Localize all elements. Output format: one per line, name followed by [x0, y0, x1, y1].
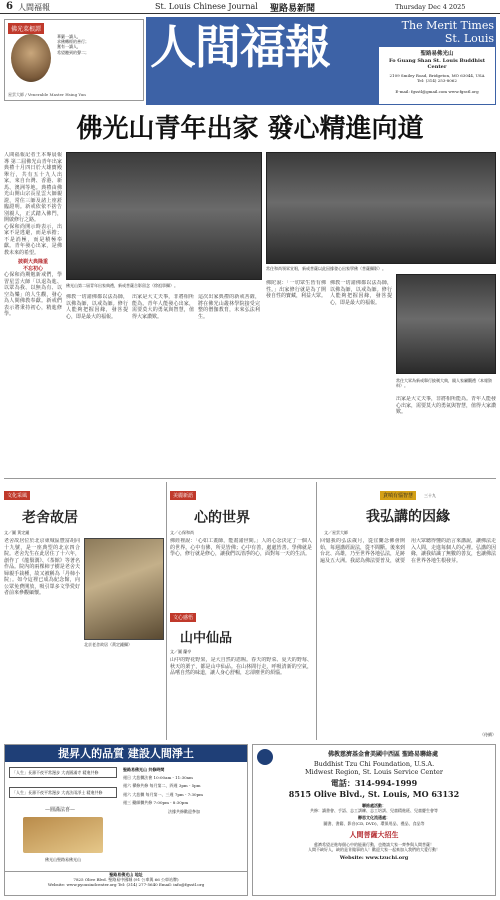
en-title [378, 19, 494, 45]
mountain-section [170, 604, 312, 740]
column-box [4, 19, 144, 101]
lecture-sub: 三十九 [424, 493, 437, 498]
mid-article-col1: 佛教一切諸佛都以法為師，以佛為師，以戒為師。修行人能夠把握因緣，發菩提心，即是最大的福報。 [66, 294, 128, 320]
mid-article-col6: 出家是大丈夫事，非將相所能為。青年人能發心出家，需要莫大的勇氣與智慧，值得大家讚歎。 [396, 396, 496, 415]
tzuchi-contact-title: 聯絡處活動： [362, 803, 386, 808]
column-line: 奮有一讀人， [57, 44, 81, 50]
mountain-title: 山中仙品 [180, 631, 233, 646]
column-divider [316, 482, 317, 740]
paper-en-name: St. Louis Chinese Journal [155, 2, 258, 11]
ad-web: Website: www.pyousindcenter.org Tel: (314) 277-5640 Email: info@fgsstl.org [47, 882, 205, 888]
tzuchi-ad [252, 744, 496, 896]
heart-section [170, 482, 312, 602]
tzuchi-website: Website: www.tzuchi.org [339, 855, 409, 862]
culture-section [4, 482, 164, 740]
section-divider [4, 478, 496, 479]
paper-cn-name: 聖路易新聞 [270, 4, 316, 14]
schedule-item: 週六 禪修共修 每月第二、四週 3pm - 5pm [123, 783, 201, 789]
mid-article-col4: 佛陀說：「一切眾生皆有佛性。」出家修行就是為了開發自性的寶藏，利益大眾。 [266, 280, 326, 299]
section-name: 人間福報 [18, 3, 50, 12]
lecture-title: 我弘講的因緣 [366, 509, 450, 525]
mountain-body: 山中的野花野果，是大自然的恩賜。春天的野菜、夏天的野莓、秋天的栗子，都是山中仙品。在山林間行走，呼吸清新的空氣，品嚐自然的味道，讓人身心舒暢，忘卻塵世的煩惱。 [170, 657, 312, 677]
ad-box-2: 「人生」長壽不夜平常漫步 大表法雨淨土 精進共修 [9, 787, 117, 798]
schedule-title: 聖路易佛光山 共修時間 [123, 767, 165, 772]
heart-label: 美麗新語 [170, 491, 196, 500]
tzuchi-books-title: 靜思文化流通處： [358, 815, 390, 821]
tzuchi-logo-icon [257, 749, 273, 765]
temple-tel: Tel: (314) 253-8062 [417, 78, 457, 84]
article-subhead: 披剃大典隆重 [17, 259, 48, 265]
lecture-continued: （待續） [480, 732, 496, 738]
temple-address: 2109 Smiley Road, Bridgeton, MO 63044, USA [389, 73, 485, 78]
page-number: 6 [6, 1, 13, 12]
ceremony-photo-2 [396, 274, 496, 374]
issue-date: Thursday Dec 4 2025 [395, 3, 466, 11]
temple-email: E-mail: fgsstl@gmail.com www.fgsstl.org [395, 89, 479, 95]
mid-article-col5: 佛教一切諸佛都以法為師，以佛為師，以戒為師。修行人能夠把握因緣，發菩提心，即是最大的福報。 [330, 280, 392, 306]
column-divider [166, 482, 167, 740]
master-portrait [11, 34, 51, 82]
tzuchi-title: 佛教慈濟基金會美國中西區 聖路易聯絡處 [327, 751, 439, 758]
ad-illustration [23, 817, 103, 853]
culture-title: 老舍故居 [22, 510, 78, 526]
tzuchi-books: 圖書、書籍、影音(CD, DVD)、環保用品、禮品、食品等 [323, 820, 425, 826]
fgs-ad [4, 744, 248, 896]
tzuchi-address: 8515 Olive Blvd., St. Louis, MO 63132 [288, 789, 460, 799]
lecture-label: 貪嗔有惱智慧 [380, 491, 416, 500]
column-line: 希望聽到的聲二； [57, 49, 89, 55]
group-photo [66, 152, 262, 280]
photo-caption: 佛光山第二屆青年出家典禮，新戒菩薩合影留念（徐祖寧攝）。 [66, 283, 178, 288]
en-title-line2: St. Louis [444, 32, 494, 45]
mountain-label: 文心感悟 [170, 613, 196, 622]
tzuchi-tel: 電話：314-994-1999 [330, 778, 418, 788]
tzuchi-slogan: 人間菩薩大招生 [349, 829, 399, 839]
schedule-item: 週六 大悲懺 每月第一、三週 7pm - 7:30pm [123, 791, 203, 797]
temple-info [378, 46, 496, 105]
ad-note: —圓滿法喜— [45, 807, 76, 813]
tzuchi-verse: 慈濟希望走進每個心中的能量行動，也邀請大家一齊參與人間菩薩！ [314, 841, 434, 847]
tzuchi-en1: Buddhist Tzu Chi Foundation, U.S.A. [313, 760, 435, 768]
column-author: 星雲大師 / Venerable Master Hsing Yun [8, 92, 86, 97]
schedule-footer: 法緣共修歡迎參加 [168, 809, 200, 815]
culture-body: 老舍故居位於北京東城區豐富胡同十九號，是一座典型的北京四合院。老舍先生在此居住了十六年，創作了《龍鬚溝》、《茶館》等著名作品。院內的兩棵柿子樹是老舍夫婦親手栽種，故又被稱為「丹柿小院」。如今這裡已成為紀念館，向公眾免費開放，吸引眾多文學愛好者前來參觀緬懷。 [4, 538, 80, 597]
page-header [0, 0, 500, 14]
photo-caption: 常住大眾為新戒舉行披剃大典，親人家屬觀禮（本報資料）。 [396, 378, 492, 389]
ad-footer [5, 871, 247, 888]
culture-caption: 北京老舍故居（黃定鍾攝） [84, 642, 132, 648]
en-title-line1: The Merit Times [401, 19, 494, 32]
ceremony-photo-1 [266, 152, 496, 264]
schedule-item: 週日 大悲懺法會 10:00am - 11:30am [123, 775, 193, 781]
culture-label: 文化采風 [4, 491, 30, 500]
tzuchi-en2: Midwest Region, St. Louis Service Center [305, 768, 443, 776]
ad-title: 佛光山聖路易佛光山 [45, 857, 81, 862]
column-text [57, 34, 139, 55]
heart-author: 文／心保和尚 [170, 530, 194, 535]
main-article-text [4, 152, 62, 474]
mid-article-col3: 這次出家典禮的新戒菩薩，將在佛光山叢林學院接受完整的僧伽教育，未來弘法利生。 [198, 294, 260, 320]
temple-en-name: Fo Guang Shan St. Louis Buddhist Center [388, 58, 486, 70]
ad-schedule [123, 767, 245, 814]
ad-addr-cn: 聖路易佛光山 地址 [109, 872, 143, 877]
column-title: 佛光菜根譚 [8, 23, 44, 34]
column-line: 華嚴一讀人， [57, 34, 81, 39]
ad-box-1: 「人生」長壽不夜平常漫步 大表圓滿寺 精進共修 [9, 767, 117, 778]
tzuchi-contact: 共修：讀書會、手語、志工訓練、志工培訓、兒童精進班、兒童慶生會等 [310, 808, 438, 814]
heart-body: 佛經裡說：「心如工畫師，能畫諸世間。」人的心念決定了一個人的世界。心中有佛，所見皆佛；心中有善，處處皆善。學佛就是學心，修行就是修心，讓我們以清淨的心，面對每一天的生活。 [170, 538, 312, 558]
lecture-body: 回憶我的弘法歲月，從宜蘭念佛會開始，每週講經說法，從不間斷。後來到台北、高雄，乃至世界各地弘法，足跡遍及五大洲。我認為佛法要普及，就要用大眾聽得懂的語言來講說，讓佛法走入人間，走進每個人的心裡。弘講的因緣，讓我結識了無數的善友，也讓佛法在世界各地生根發芽。 [320, 538, 496, 564]
fgs-banner: 提昇人的品質 建設人間淨土 [5, 745, 247, 762]
lecture-author: 文／星雲大師 [324, 530, 348, 535]
newspaper-logo: 人間福報 [150, 20, 330, 74]
article-subhead: 不忘初心 [22, 265, 43, 272]
lecture-section [320, 482, 496, 740]
article-paragraph: 人間福報記者王本專晨報導 第二屆佛光山青年出家典禮十月四日於大雄寶殿舉行，共有五十九人出家，來自台灣、香港、新馬、澳洲等地。典禮由佛光山開山宗長星雲大師親證，常住三師及諸上座蒞臨證明。新戒依依不捨告別親人，正式踏入佛門，開啟修行之路。 [4, 152, 62, 223]
article-paragraph: 心保和尚期勉新戒們，學習星雲大師「以退為進、以眾為我、以無為有、以空為樂」的人生觀，發心為人間佛教奉獻。新戒們表示將秉持初心，精進修學。 [4, 272, 62, 317]
main-headline: 佛光山青年出家 發心精進向道 [76, 114, 424, 144]
heart-title: 心的世界 [194, 510, 250, 526]
tzuchi-verse: 人間不缺好人，缺的是肯做事的人！歡迎大家一起來加入我們的大愛行動！ [308, 847, 440, 853]
column-line: 求佛轉經的善行； [57, 39, 89, 45]
article-paragraph: 心保和尚開示時表示，出家不是逃避，而是承擔；不是消極，而是積極奉獻。青年發心出家，是佛教未來的希望。 [4, 223, 62, 256]
laoshe-house-photo [84, 538, 164, 640]
mid-article-col2: 出家是大丈夫事，非將相所能為。青年人能發心出家，需要莫大的勇氣與智慧，值得大家讚歎。 [132, 294, 194, 320]
photo-caption: 常住和尚領眾宣唱，新戒菩薩以此因緣發心出家學佛（菩薩攝影）。 [266, 266, 386, 271]
temple-cn-name: 聖路易佛光山 [420, 51, 454, 57]
ad-addr-en: 7825 Olive Blvd. 聖路易中國城 (91 公車與 66 公車站牌) [73, 877, 179, 883]
culture-author: 文／圖 黃定鍾 [4, 530, 30, 535]
schedule-item: 週三 藥師懺共修 7:00pm - 8:30pm [123, 799, 189, 805]
mountain-author: 文／圖 蘭亭 [170, 649, 192, 654]
